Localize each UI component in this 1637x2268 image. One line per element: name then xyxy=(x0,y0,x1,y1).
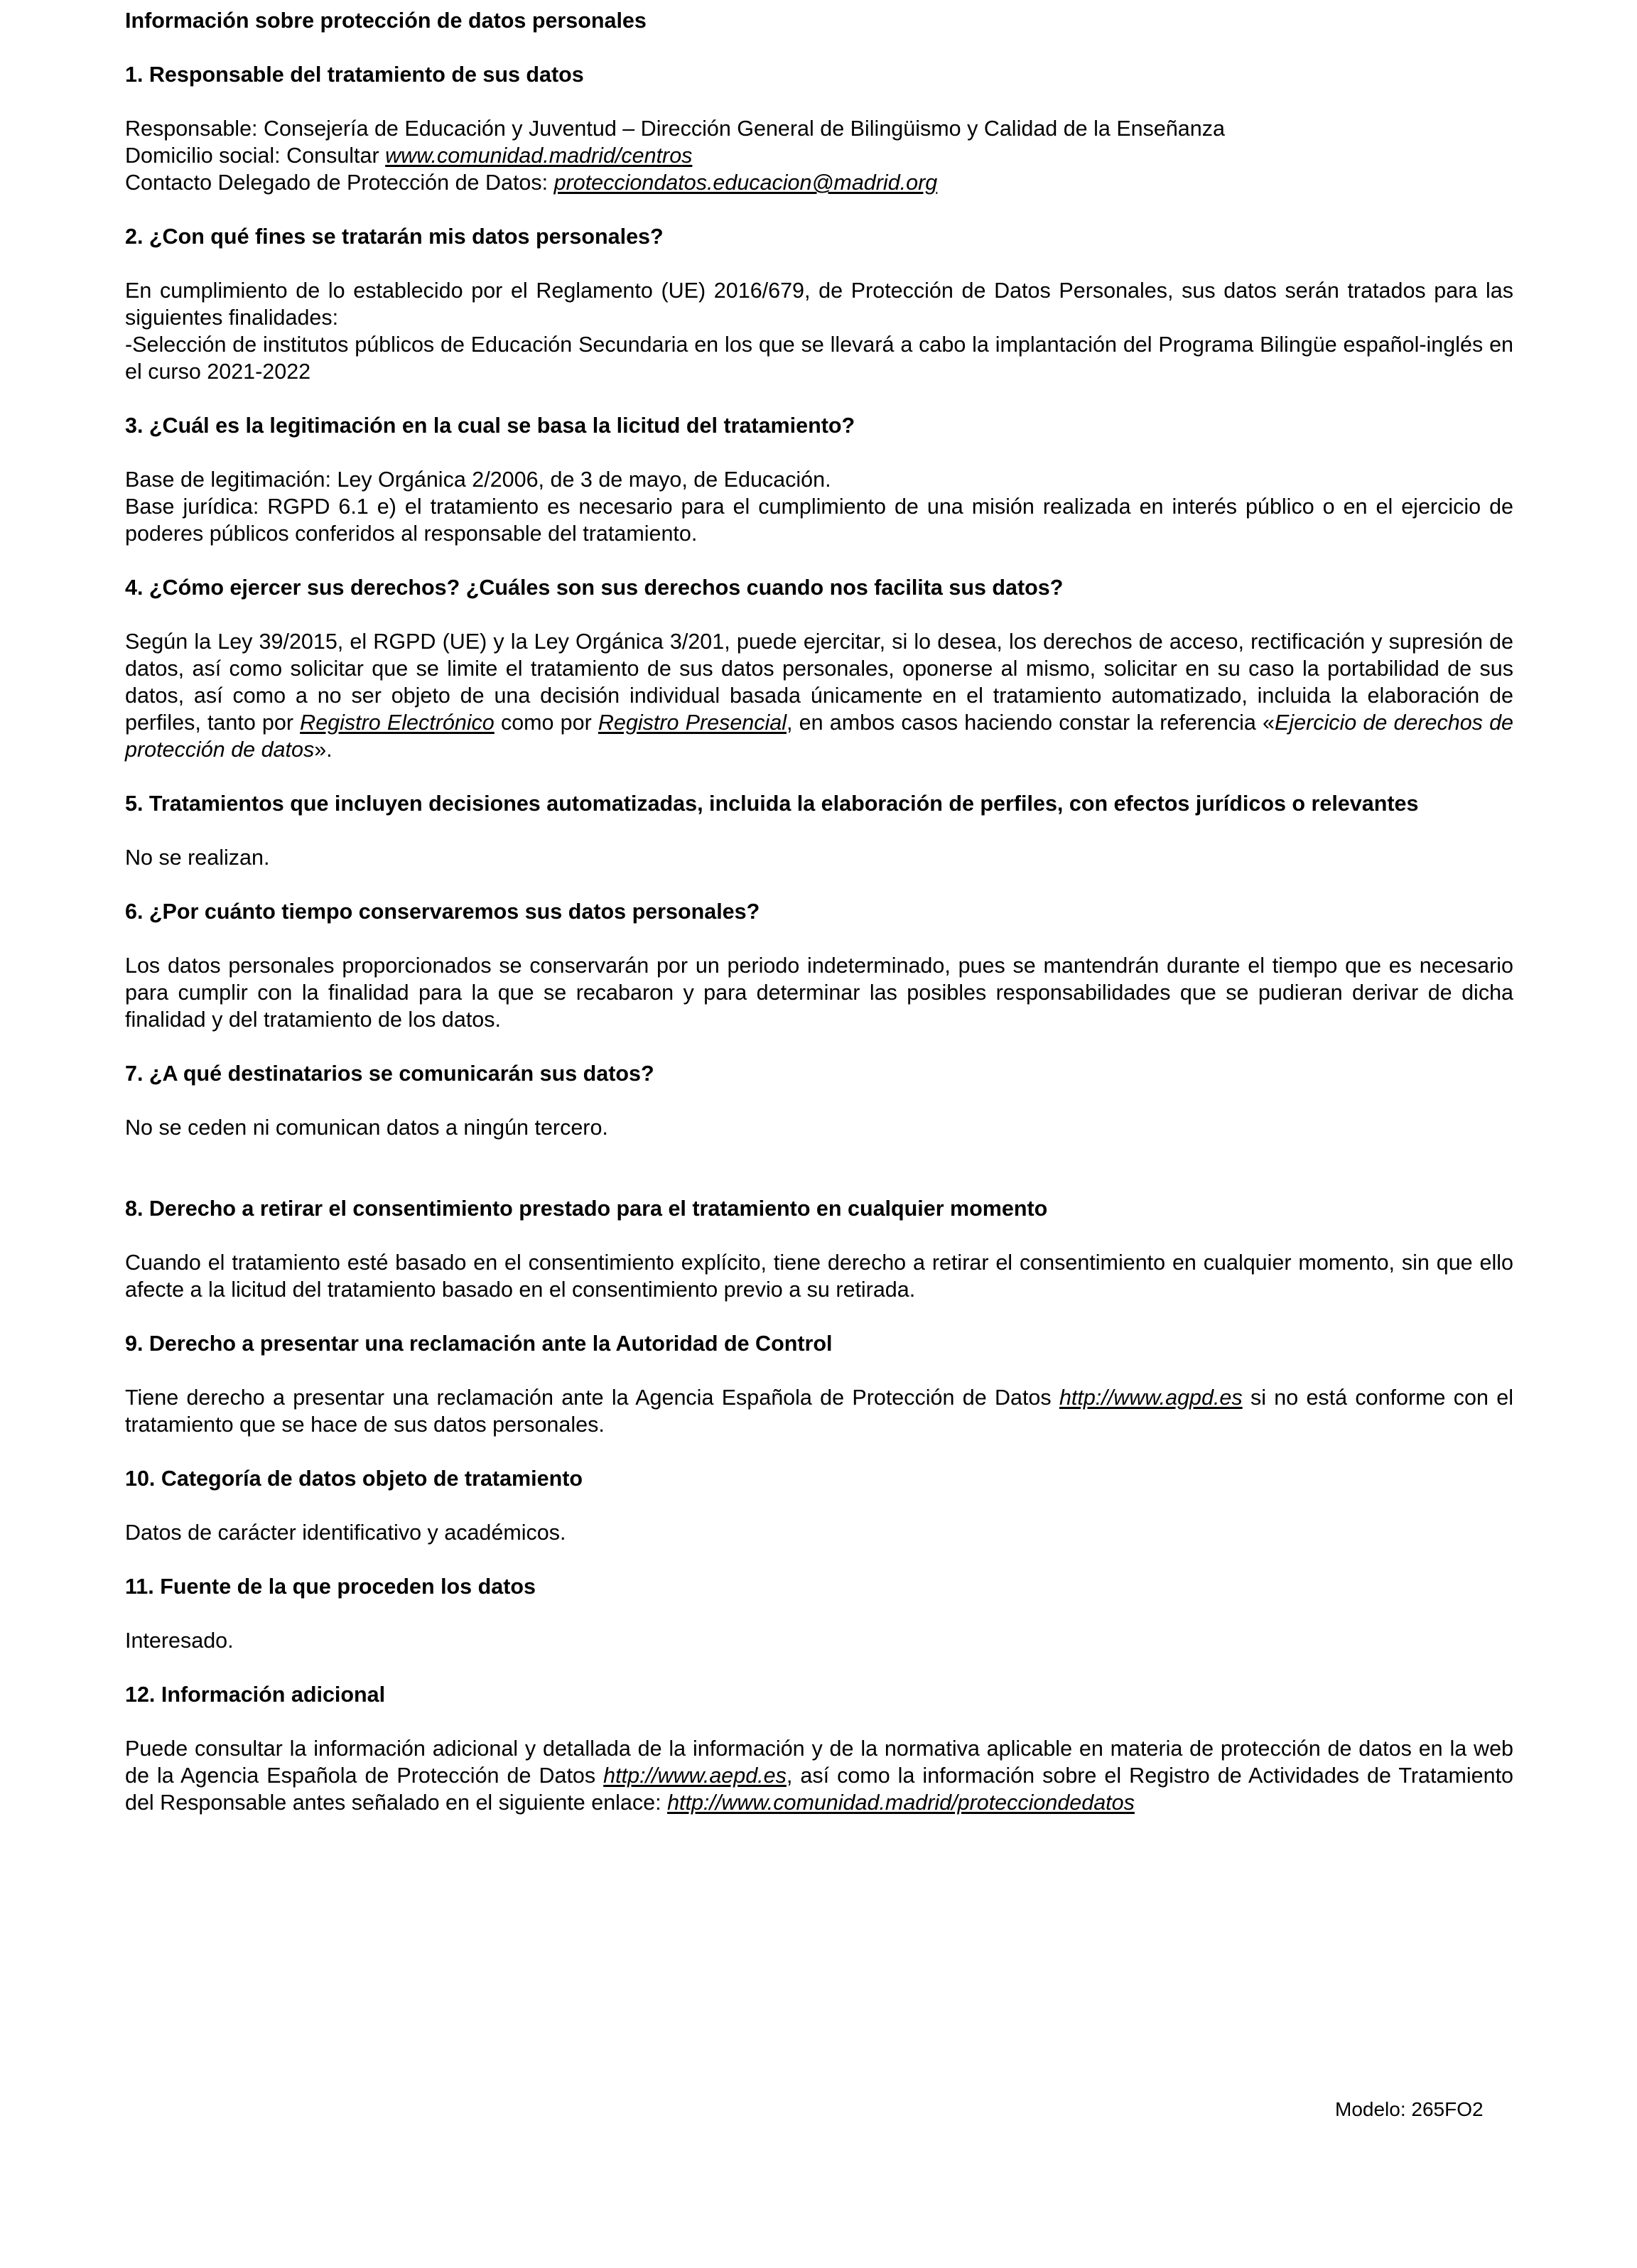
section-7-heading: 7. ¿A qué destinatarios se comunicarán sus datos? xyxy=(125,1062,654,1086)
section-11-heading: 11. Fuente de la que proceden los datos xyxy=(125,1575,536,1599)
registro-presencial-link[interactable]: Registro Presencial xyxy=(598,711,787,735)
section-9-heading: 9. Derecho a presentar una reclamación ante la Autoridad de Control xyxy=(125,1332,833,1356)
section-6-heading: 6. ¿Por cuánto tiempo conservaremos sus datos personales? xyxy=(125,900,760,924)
document-body xyxy=(125,0,1513,1816)
aepd-link[interactable]: http://www.aepd.es xyxy=(603,1764,787,1788)
s12-text-b: , así como la información sobre el Registro de Actividades de Tratamiento del Responsable antes señalado en el siguiente enlace: xyxy=(125,1764,1514,1815)
section-3-paragraph-1: Base de legitimación: Ley Orgánica 2/2006, de 3 de mayo, de Educación. xyxy=(125,468,831,492)
section-7-paragraph: No se ceden ni comunican datos a ningún tercero. xyxy=(125,1116,608,1140)
page-title: Información sobre protección de datos personales xyxy=(125,9,647,33)
section-2-heading: 2. ¿Con qué fines se tratarán mis datos personales? xyxy=(125,225,664,249)
s4-reference: Ejercicio de derechos de protección de datos xyxy=(125,711,1514,762)
section-10-paragraph: Datos de carácter identificativo y académicos. xyxy=(125,1521,566,1545)
s4-text-b: como por xyxy=(500,711,592,735)
section-8-heading: 8. Derecho a retirar el consentimiento prestado para el tratamiento en cualquier momento xyxy=(125,1197,1048,1221)
section-11-paragraph: Interesado. xyxy=(125,1629,234,1653)
contacto-line xyxy=(125,169,1513,196)
section-4-paragraph xyxy=(125,628,1513,763)
s4-text-c: , en ambos casos haciendo constar la referencia « xyxy=(787,711,1275,735)
contacto-label: Contacto Delegado de Protección de Datos: xyxy=(125,171,549,195)
section-8-paragraph: Cuando el tratamiento esté basado en el consentimiento explícito, tiene derecho a retirar el consentimiento en cualquier momento, sin que ello afecte a la licitud del tratamiento basado en el consentimiento previo a su retirada. xyxy=(125,1251,1513,1302)
s4-text-a: Según la Ley 39/2015, el RGPD (UE) y la Ley Orgánica 3/201, puede ejercitar, si lo desea, los derechos de acceso, rectificación y supresión de datos, así como solicitar que se limite el tratamiento de sus datos personales, oponerse al mismo, solicitar en su caso la portabilidad de sus datos, así como a no ser objeto de una decisión individual basada únicamente en el tratamiento automatizado, incluida la elaboración de perfiles, tanto por xyxy=(125,630,1513,735)
domicilio-label: Domicilio social: Consultar xyxy=(125,144,379,168)
responsable-line: Responsable: Consejería de Educación y Juventud – Dirección General de Bilingüismo y Calidad de la Enseñanza xyxy=(125,117,1225,141)
section-4-heading: 4. ¿Cómo ejercer sus derechos? ¿Cuáles son sus derechos cuando nos facilita sus datos? xyxy=(125,576,1064,600)
section-12-heading: 12. Información adicional xyxy=(125,1683,386,1707)
modelo-code: Modelo: 265FO2 xyxy=(1335,2098,1484,2120)
section-2-paragraph-2: -Selección de institutos públicos de Educación Secundaria en los que se llevará a cabo la implantación del Programa Bilingüe español-inglés en el curso 2021-2022 xyxy=(125,333,1513,384)
section-12-paragraph xyxy=(125,1735,1513,1816)
dpo-email-link[interactable]: protecciondatos.educacion@madrid.org xyxy=(553,171,938,195)
proteccion-datos-link[interactable]: http://www.comunidad.madrid/protecciondedatos xyxy=(667,1791,1135,1815)
s4-text-d: ». xyxy=(314,738,333,762)
agpd-link[interactable]: http://www.agpd.es xyxy=(1059,1386,1243,1410)
section-5-paragraph: No se realizan. xyxy=(125,846,270,870)
s12-text-a: Puede consultar la información adicional y detallada de la información y de la normativa aplicable en materia de protección de datos en la web de la Agencia Española de Protección de Datos xyxy=(125,1737,1513,1788)
section-3-paragraph-2: Base jurídica: RGPD 6.1 e) el tratamiento es necesario para el cumplimiento de una misión realizada en interés público o en el ejercicio de poderes públicos conferidos al responsable del tratamiento. xyxy=(125,495,1513,546)
s9-text-b: si no está conforme con el tratamiento que se hace de sus datos personales. xyxy=(125,1386,1514,1437)
section-9-paragraph xyxy=(125,1384,1513,1438)
registro-electronico-link[interactable]: Registro Electrónico xyxy=(300,711,495,735)
section-1-heading: 1. Responsable del tratamiento de sus datos xyxy=(125,63,584,87)
section-5-heading: 5. Tratamientos que incluyen decisiones automatizadas, incluida la elaboración de perfiles, con efectos jurídicos o relevantes xyxy=(125,792,1419,816)
section-2-paragraph-1: En cumplimiento de lo establecido por el Reglamento (UE) 2016/679, de Protección de Datos Personales, sus datos serán tratados para las siguientes finalidades: xyxy=(125,279,1513,330)
section-3-heading: 3. ¿Cuál es la legitimación en la cual se basa la licitud del tratamiento? xyxy=(125,414,855,438)
domicilio-line xyxy=(125,142,1513,169)
s9-text-a: Tiene derecho a presentar una reclamación ante la Agencia Española de Protección de Datos xyxy=(125,1386,1052,1410)
section-10-heading: 10. Categoría de datos objeto de tratamiento xyxy=(125,1467,583,1491)
centros-link[interactable]: www.comunidad.madrid/centros xyxy=(385,144,693,168)
section-6-paragraph: Los datos personales proporcionados se conservarán por un periodo indeterminado, pues se mantendrán durante el tiempo que es necesario para cumplir con la finalidad para la que se recabaron y para determinar las posibles responsabilidades que se pudieran derivar de dicha finalidad y del tratamiento de los datos. xyxy=(125,954,1513,1032)
